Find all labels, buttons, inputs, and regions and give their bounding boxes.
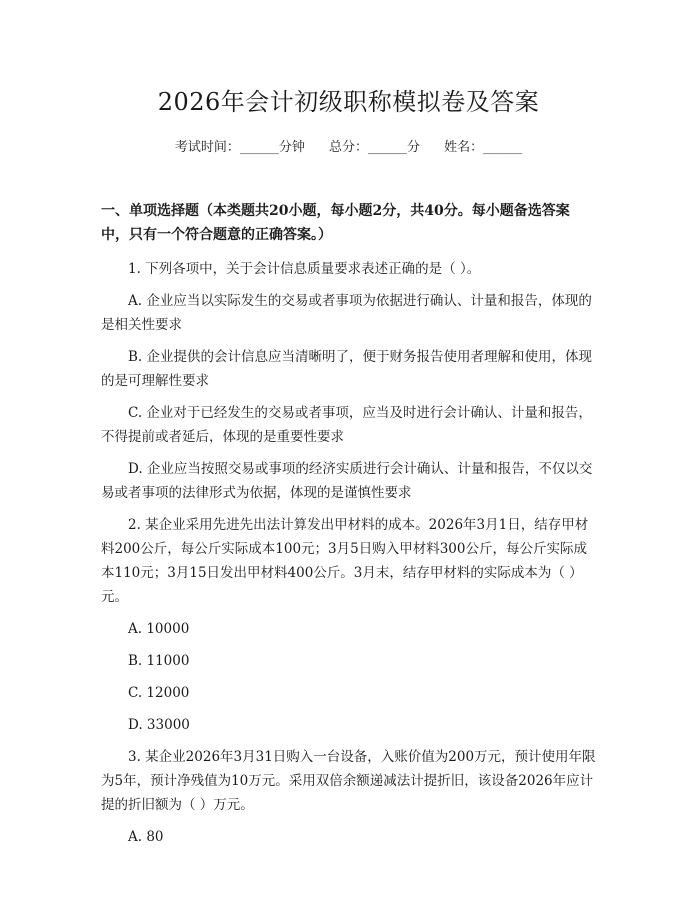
question-2-option-a: A. 10000 xyxy=(128,621,190,637)
question-2-option-c: C. 12000 xyxy=(128,685,190,701)
question-2-option-d: D. 33000 xyxy=(128,717,190,733)
exam-time-field: 考试时间：______分钟 xyxy=(174,140,305,155)
total-score-field: 总分：______分 xyxy=(328,140,420,155)
question-1-option-a: A. 企业应当以实际发生的交易或者事项为依据进行确认、计量和报告，体现的是相关性要求 xyxy=(101,293,592,333)
question-1-option-c: C. 企业对于已经发生的交易或者事项，应当及时进行会计确认、计量和报告，不得提前或者延后，体现的是重要性要求 xyxy=(101,405,592,445)
question-2-option-b: B. 11000 xyxy=(128,653,190,669)
name-field: 姓名：______ xyxy=(444,140,523,155)
question-1-stem: 1. 下列各项中，关于会计信息质量要求表述正确的是（ ）。 xyxy=(128,261,481,277)
question-2-stem: 2. 某企业采用先进先出法计算发出甲材料的成本。2026年3月1日，结存甲材料200公斤，每公斤实际成本100元；3月5日购入甲材料300公斤，每公斤实际成本110元；3月15日发出甲材料400公斤。3月末，结存甲材料的实际成本为（ ）元。 xyxy=(101,517,589,605)
section-heading: 一、单项选择题（本类题共20小题，每小题2分，共40分。每小题备选答案中，只有一个符合题意的正确答案。） xyxy=(101,203,570,243)
page-title: 2026年会计初级职称模拟卷及答案 xyxy=(157,88,540,116)
question-1-option-b: B. 企业提供的会计信息应当清晰明了，便于财务报告使用者理解和使用，体现的是可理解性要求 xyxy=(101,349,593,389)
exam-meta xyxy=(101,136,596,155)
question-3-option-a: A. 80 xyxy=(128,829,164,845)
question-1-option-d: D. 企业应当按照交易或事项的经济实质进行会计确认、计量和报告，不仅以交易或者事项的法律形式为依据，体现的是谨慎性要求 xyxy=(101,461,593,501)
question-3-stem: 3. 某企业2026年3月31日购入一台设备，入账价值为200万元，预计使用年限为5年，预计净残值为10万元。采用双倍余额递减法计提折旧，该设备2026年应计提的折旧额为（ ）万元。 xyxy=(101,749,596,813)
